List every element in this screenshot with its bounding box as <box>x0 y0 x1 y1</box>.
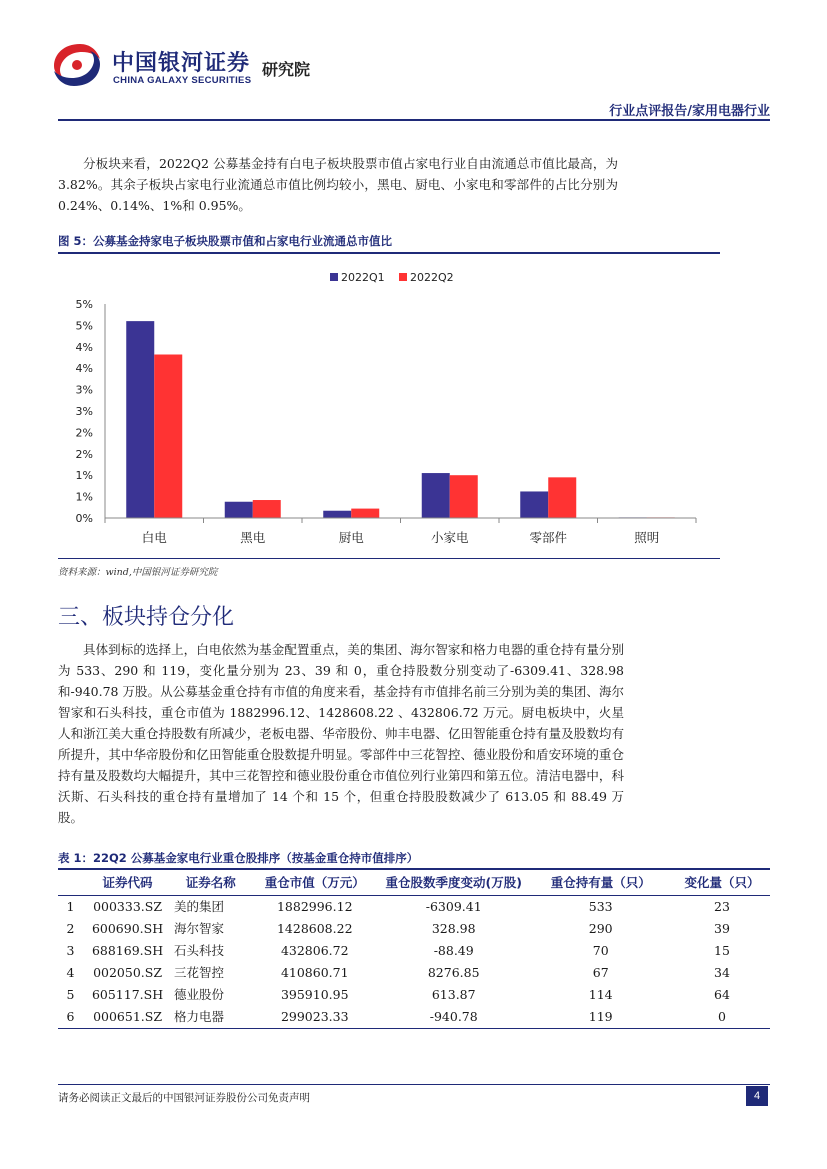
y-tick-label: 2% <box>75 447 93 461</box>
x-tick-label-黑电: 黑电 <box>240 530 266 545</box>
subsector-holding-bar-chart <box>58 256 720 556</box>
header-code: 证券代码 <box>102 875 153 890</box>
figure-bottom-rule <box>58 558 720 559</box>
cell-share-change: 8276.85 <box>427 965 480 980</box>
y-tick-label: 3% <box>75 383 93 397</box>
cell-holding-count: 290 <box>588 921 613 936</box>
cell-count-change: 15 <box>714 943 730 958</box>
cell-rank: 2 <box>66 921 75 936</box>
cell-count-change: 64 <box>714 987 730 1002</box>
footer-divider <box>58 1084 770 1085</box>
cell-rank: 5 <box>66 987 75 1002</box>
header-share-change: 重仓股数季度变动(万股) <box>385 875 522 890</box>
cell-count-change: 0 <box>717 1009 726 1024</box>
cell-market-value: 432806.72 <box>280 943 349 958</box>
paragraph-holding-divergence: 具体到标的选择上，白电依然为基金配置重点，美的集团、海尔智家和格力电器的重仓持有量分别为 533、290 和 119，变化量分别为 23、39 和 0，重仓持股数分别变动了-6309.41、328.98 和-940.78 万股。从公募基金重仓持有市值的角度来看，基金持有市值排名前三分别为美的集团、海尔智家和石头科技，重仓市值为 1882996.12、1428608.22 、432806.72 万元。厨电板块中，火星人和浙江美大重仓持股数有所减少，老板电器、华帝股份、帅丰电器、亿田智能重仓持有量及股数均有所提升，其中华帝股份和亿田智能重仓股数提升明显。零部件中三花智控、德业股份和盾安环境的重仓持有量及股数均大幅提升，其中三花智控和德业股份重仓市值位列行业第四和第五位。清洁电器中，科沃斯、石头科技的重仓持有量增加了 14 个和 15 个，但重仓持股股数减少了 613.05 和 88.49 万股。 <box>58 642 624 825</box>
cell-market-value: 395910.95 <box>280 987 349 1002</box>
header-rank <box>58 869 83 896</box>
cell-market-value: 410860.71 <box>280 965 349 980</box>
cell-name: 格力电器 <box>174 1009 225 1024</box>
cell-share-change: 613.87 <box>431 987 476 1002</box>
cell-market-value: 1882996.12 <box>276 899 353 914</box>
cell-count-change: 23 <box>714 899 730 914</box>
x-tick-label-小家电: 小家电 <box>430 530 469 545</box>
cell-market-value: 299023.33 <box>280 1009 349 1024</box>
y-axis <box>76 298 105 525</box>
cell-holding-count: 119 <box>588 1009 613 1024</box>
cell-count-change: 34 <box>714 965 730 980</box>
cell-code: 600690.SH <box>91 921 164 936</box>
table-caption: 表 1：22Q2 公募基金家电行业重仓股排序（按基金重仓持市值排序） <box>58 851 419 865</box>
logo-company-name: 中国银河证券 <box>112 51 251 76</box>
bar-2022Q2-零部件 <box>548 477 576 518</box>
cell-rank: 1 <box>66 899 75 914</box>
cell-name: 德业股份 <box>174 987 225 1002</box>
header-holding-count: 重仓持有量（只） <box>550 875 651 890</box>
bar-2022Q1-零部件 <box>520 491 548 518</box>
bar-2022Q1-厨电 <box>323 511 351 518</box>
cell-code: 605117.SH <box>91 987 164 1002</box>
cell-name: 美的集团 <box>174 899 225 914</box>
x-tick-label-白电: 白电 <box>141 530 167 545</box>
y-tick-label: 4% <box>75 362 93 376</box>
cell-share-change: -6309.41 <box>425 899 482 914</box>
legend-label-2022Q2: 2022Q2 <box>410 271 454 284</box>
logo-english-name: CHINA GALAXY SECURITIES <box>113 75 252 86</box>
table-header-row <box>58 869 770 896</box>
x-axis <box>105 518 696 545</box>
bar-series <box>126 321 675 518</box>
y-tick-label: 1% <box>75 490 93 504</box>
cell-code: 002050.SZ <box>93 965 163 980</box>
cell-holding-count: 114 <box>588 987 613 1002</box>
cell-share-change: -88.49 <box>433 943 474 958</box>
cell-code: 000651.SZ <box>93 1009 163 1024</box>
y-tick-label: 0% <box>75 512 93 525</box>
cell-holding-count: 67 <box>592 965 609 980</box>
table-row <box>58 984 770 1006</box>
x-tick-label-照明: 照明 <box>634 530 660 545</box>
company-logo-icon <box>50 42 104 88</box>
cell-rank: 4 <box>66 965 75 980</box>
cell-holding-count: 70 <box>592 943 609 958</box>
table-row <box>58 896 770 919</box>
cell-name: 海尔智家 <box>174 921 225 936</box>
header-count-change: 变化量（只） <box>684 875 760 890</box>
y-tick-label: 5% <box>75 298 93 311</box>
cell-share-change: -940.78 <box>429 1009 478 1024</box>
research-institute-label: 研究院 <box>262 60 311 79</box>
cell-code: 688169.SH <box>91 943 164 958</box>
y-tick-label: 5% <box>75 319 93 333</box>
bar-2022Q2-黑电 <box>253 500 281 518</box>
cell-share-change: 328.98 <box>431 921 476 936</box>
cell-name: 石头科技 <box>174 943 225 958</box>
top-holdings-table <box>58 868 770 1029</box>
bar-2022Q1-小家电 <box>422 473 450 518</box>
section-title: 三、板块持仓分化 <box>58 605 235 630</box>
table-row <box>58 940 770 962</box>
cell-name: 三花智控 <box>174 965 225 980</box>
figure-caption: 图 5：公募基金持家电子板块股票市值和占家电行业流通总市值比 <box>58 234 393 248</box>
y-tick-label: 1% <box>75 469 93 483</box>
legend-label-2022Q1: 2022Q1 <box>341 271 385 284</box>
header-name: 证券名称 <box>185 875 236 890</box>
y-tick-label: 2% <box>75 426 93 440</box>
bar-2022Q1-白电 <box>126 321 154 518</box>
cell-holding-count: 533 <box>588 899 613 914</box>
y-tick-label: 4% <box>75 340 93 354</box>
footer-disclaimer: 请务必阅读正文最后的中国银河证券股份公司免责声明 <box>58 1092 310 1104</box>
table-row <box>58 962 770 984</box>
figure-source: 资料来源：wind,中国银河证券研究院 <box>58 567 218 578</box>
x-tick-label-零部件: 零部件 <box>529 530 568 545</box>
cell-market-value: 1428608.22 <box>276 921 353 936</box>
figure-top-rule <box>58 252 720 254</box>
bar-2022Q2-白电 <box>154 355 182 518</box>
header-market-value: 重仓市值（万元） <box>264 875 365 890</box>
table-row <box>58 918 770 940</box>
y-tick-label: 3% <box>75 405 93 418</box>
page-number: 4 <box>746 1086 768 1106</box>
header-divider <box>58 119 770 121</box>
cell-rank: 6 <box>66 1009 75 1024</box>
cell-code: 000333.SZ <box>93 899 163 914</box>
chart-legend <box>330 271 454 284</box>
bar-2022Q1-黑电 <box>225 502 253 518</box>
paragraph-subsector-overview: 分板块来看，2022Q2 公募基金持有白电子板块股票市值占家电行业自由流通总市值比最高，为 3.82%。其余子板块占家电行业流通总市值比例均较小，黑电、厨电、小家电和零部件的占比分别为 0.24%、0.14%、1%和 0.95%。 <box>58 156 618 213</box>
report-type: 行业点评报告/家用电器行业 <box>609 104 770 119</box>
x-tick-label-厨电: 厨电 <box>338 530 364 545</box>
bar-2022Q2-小家电 <box>450 475 478 518</box>
cell-count-change: 39 <box>714 921 730 936</box>
cell-rank: 3 <box>66 943 75 958</box>
table-row <box>58 1006 770 1029</box>
bar-2022Q2-厨电 <box>351 509 379 518</box>
legend-swatch-2022Q2 <box>399 273 407 281</box>
legend-swatch-2022Q1 <box>330 273 338 281</box>
